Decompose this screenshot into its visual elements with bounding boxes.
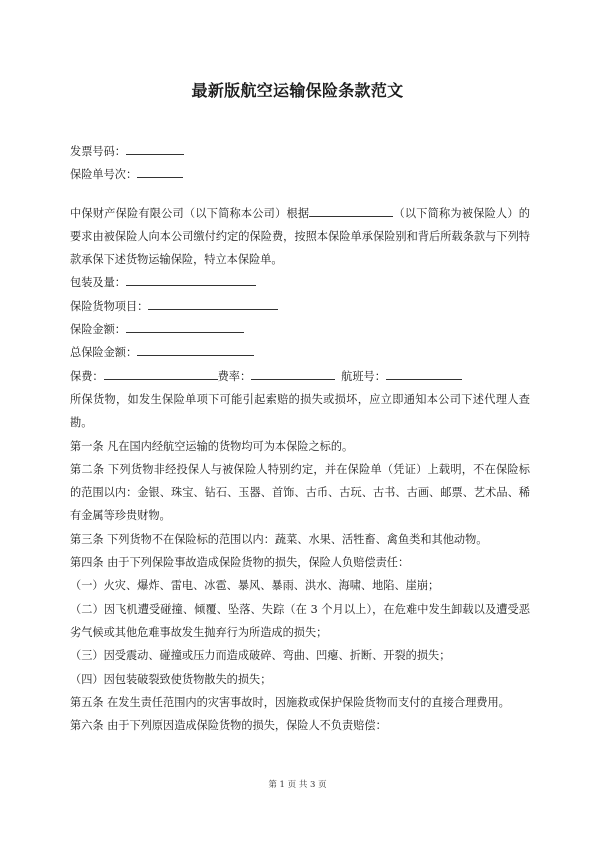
article-1: 第一条 凡在国内经航空运输的货物均可为本保险之标的。 xyxy=(70,439,354,453)
packing-quantity-blank xyxy=(126,274,256,286)
invoice-number-line xyxy=(70,140,530,163)
intro-part2: （以下简称为被保险人）的要求由被保险人向本公司缴付约定的保险费，按照本保险单承保险别和背后所载条款与下列特款承保下述货物运输保险，特立本保险单。 xyxy=(70,206,530,267)
document-title: 最新版航空运输保险条款范文 xyxy=(191,81,404,100)
rate-label: 费率： xyxy=(217,369,252,383)
section-gap xyxy=(70,187,530,202)
total-amount-line xyxy=(70,341,530,364)
article-2: 第二条 下列货物非经投保人与被保险人特别约定，并在保险单（凭证）上载明，不在保险标的范围以内：金银、珠宝、钻石、玉器、首饰、古币、古玩、古书、古画、邮票、艺术品、稀有金属等珍贵财物。 xyxy=(70,462,530,523)
rate-blank xyxy=(251,368,335,380)
cargo-item-label: 保险货物项目： xyxy=(70,299,149,313)
insured-amount-line xyxy=(70,318,530,341)
invoice-number-label: 发票号码： xyxy=(70,145,126,158)
article-4: 第四条 由于下列保险事故造成保险货物的损失，保险人负赔偿责任： xyxy=(70,556,410,570)
packing-quantity-label: 包装及量： xyxy=(70,276,126,290)
claim-notice-paragraph: 所保货物，如发生保险单项下可能引起索赔的损失或损坏，应立即通知本公司下述代理人查勘。 xyxy=(70,392,530,430)
article-6: 第六条 由于下列原因造成保险货物的损失，保险人不负责赔偿： xyxy=(70,719,387,733)
premium-blank xyxy=(104,368,218,380)
cargo-item-line xyxy=(70,295,530,318)
packing-quantity-line xyxy=(70,271,530,294)
document-body xyxy=(70,140,530,737)
total-amount-label: 总保险金额： xyxy=(70,346,138,360)
policy-number-label: 保险单号次： xyxy=(70,168,138,182)
page-number-footer: 第 1 页 共 3 页 xyxy=(268,780,327,790)
insured-name-blank xyxy=(309,205,393,217)
article-3: 第三条 下列货物不在保险标的范围以内：蔬菜、水果、活牲畜、禽鱼类和其他动物。 xyxy=(70,532,488,546)
intro-paragraph xyxy=(70,202,530,272)
article-4-item-4: （四）因包装破裂致使货物散失的损失； xyxy=(70,672,272,686)
invoice-number-blank xyxy=(126,143,184,155)
insured-amount-label: 保险金额： xyxy=(70,323,126,337)
policy-number-blank xyxy=(137,166,183,178)
article-4-item-3: （三）因受震动、碰撞或压力而造成破碎、弯曲、凹瘪、折断、开裂的损失； xyxy=(70,649,451,663)
flight-number-label: 航班号： xyxy=(341,369,386,383)
premium-line xyxy=(70,365,530,388)
article-4-item-1: （一）火灾、爆炸、雷电、冰雹、暴风、暴雨、洪水、海啸、地陷、崖崩； xyxy=(70,579,440,593)
article-4-item-2: （二）因飞机遭受碰撞、倾覆、坠落、失踪（在 3 个月以上），在危难中发生卸载以及遭受恶劣气候或其他危难事故发生抛弃行为所造成的损失； xyxy=(70,602,530,639)
intro-part1: 中保财产保险有限公司（以下简称本公司）根据 xyxy=(70,206,310,220)
article-5: 第五条 在发生责任范围内的灾害事故时，因施救或保护保险货物而支付的直接合理费用。 xyxy=(70,695,510,709)
flight-number-blank xyxy=(386,368,462,380)
insured-amount-blank xyxy=(126,321,244,333)
premium-label: 保费： xyxy=(70,369,104,383)
total-amount-blank xyxy=(137,344,254,356)
policy-number-line xyxy=(70,163,530,186)
cargo-item-blank xyxy=(148,298,278,310)
